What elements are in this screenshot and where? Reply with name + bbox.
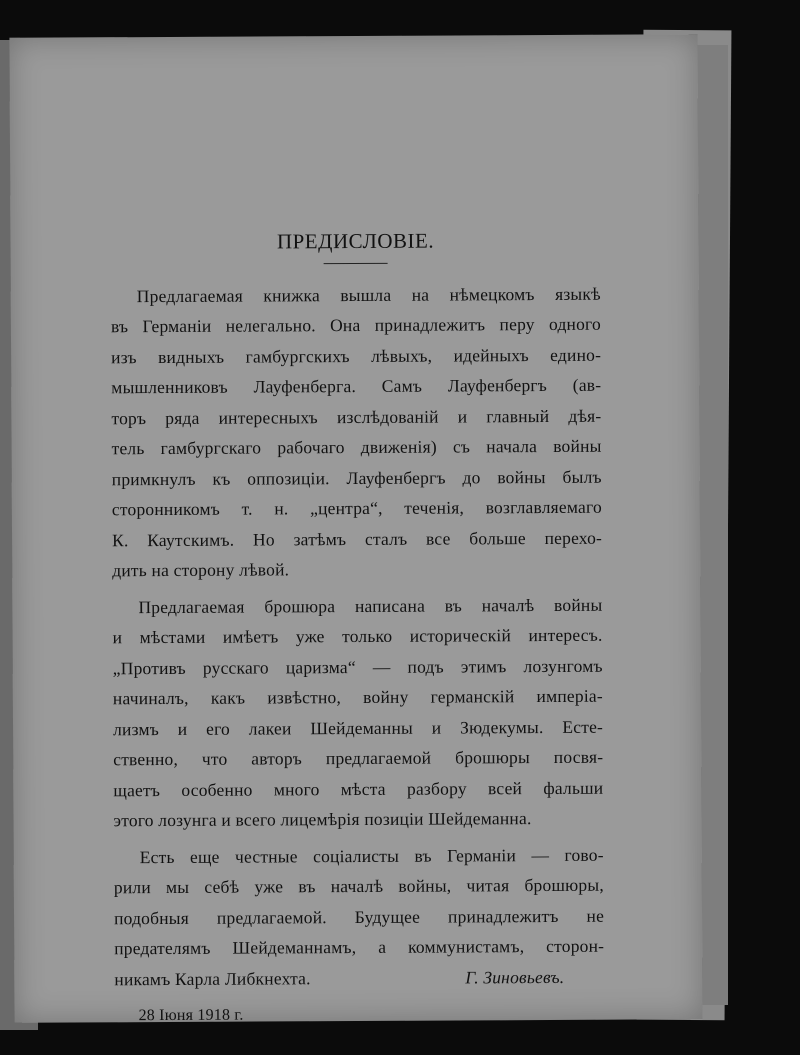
- text-line: Предлагаемая брошюра написана въ началѣ войны: [138, 594, 603, 617]
- text-line: сторонникомъ т. н. „центра“, теченія, возглавляемаго: [111, 496, 602, 520]
- text-line: К. Каутскимъ. Но затѣмъ сталъ все больше перехо-: [112, 527, 603, 550]
- paragraph-1: [111, 278, 603, 586]
- date-line: 28 Іюня 1918 г.: [138, 1006, 244, 1024]
- text-line: лизмъ и его лакеи Шейдеманны и Зюдекумы. Есте-: [112, 716, 604, 739]
- text-line: предателямъ Шейдеманнамъ, а коммунистамъ, сторон-: [114, 935, 605, 959]
- text-line: щаетъ особенно много мѣста разбору всей фальши: [113, 777, 604, 800]
- text-line: никамъ Карла Либкнехта.: [114, 967, 311, 989]
- text-line: подобныя предлагаемой. Будущее принадлежитъ не: [113, 905, 605, 928]
- text-line: дить на сторону лѣвой.: [112, 559, 290, 581]
- book-page: [9, 34, 702, 1023]
- text-line: рили мы себѣ уже въ началѣ войны, читая брошюры,: [113, 874, 604, 898]
- text-line: изъ видныхъ гамбургскихъ лѣвыхъ, идейныхъ едино-: [111, 344, 602, 367]
- text-line: начиналъ, какъ извѣстно, войну германскій имперіа-: [112, 685, 603, 709]
- text-line: Предлагаемая книжка вышла на нѣмецкомъ языкѣ: [136, 283, 601, 306]
- paragraph-2: [112, 589, 603, 836]
- text-line: и мѣстами имѣетъ уже только историческій интересъ.: [112, 624, 603, 648]
- text-line: примкнулъ къ оппозиціи. Лауфенбергъ до войны былъ: [111, 466, 602, 489]
- page-heading: ПРЕДИСЛОВІЕ.: [276, 228, 435, 254]
- text-line: „Противъ русскаго царизма“ — подъ этимъ лозунгомъ: [112, 655, 603, 678]
- heading-rule: [324, 262, 388, 263]
- text-line: ственно, что авторъ предлагаемой брошюры посвя-: [113, 746, 604, 770]
- text-line: тель гамбургскаго рабочаго движенія) съ начала войны: [111, 435, 602, 459]
- text-line: въ Германіи нелегально. Она принадлежитъ перу одного: [110, 313, 601, 337]
- text-line: мышленниковъ Лауфенберга. Самъ Лауфенбергъ (ав-: [111, 374, 602, 398]
- author-signature: Г. Зиновьевъ.: [465, 966, 565, 988]
- text-line: этого лозунга и всего лицемѣрія позиціи Шейдеманна.: [113, 808, 532, 831]
- page-text: [110, 225, 604, 1032]
- text-line: торъ ряда интересныхъ изслѣдованій и главный дѣя-: [111, 405, 602, 428]
- text-line: Есть еще честные соціалисты въ Германіи — гово-: [139, 844, 604, 867]
